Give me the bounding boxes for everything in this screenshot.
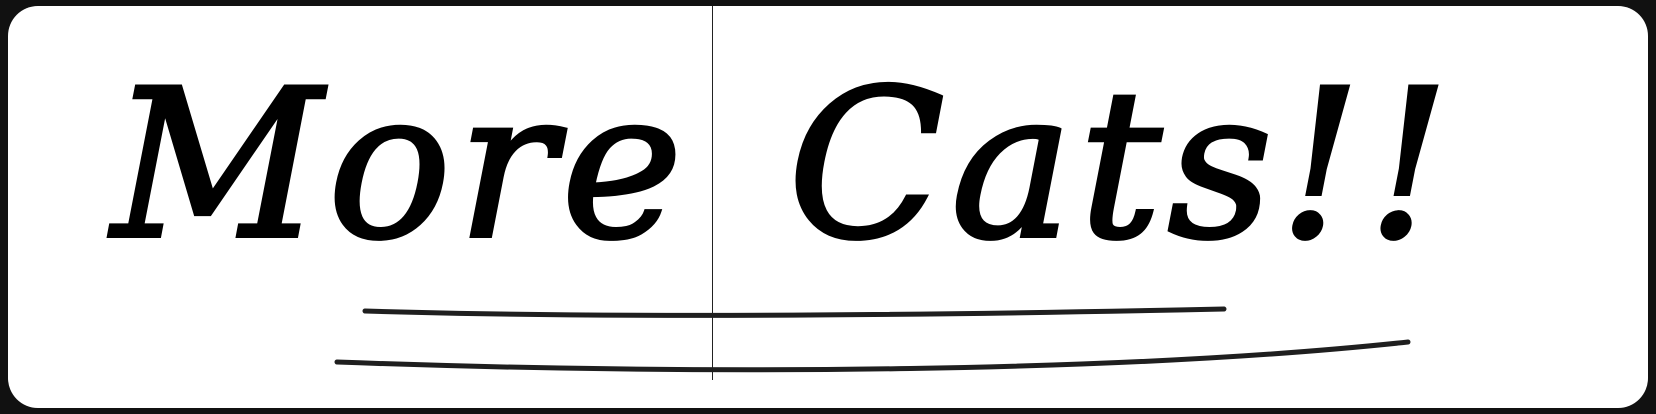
note-paper	[8, 6, 1648, 408]
handwritten-word-cats: Cats!!	[788, 47, 1456, 285]
underline-top	[365, 309, 1224, 315]
underline-strokes	[8, 6, 1648, 408]
underline-bottom	[337, 342, 1408, 370]
handwritten-word-more: More	[112, 47, 689, 285]
